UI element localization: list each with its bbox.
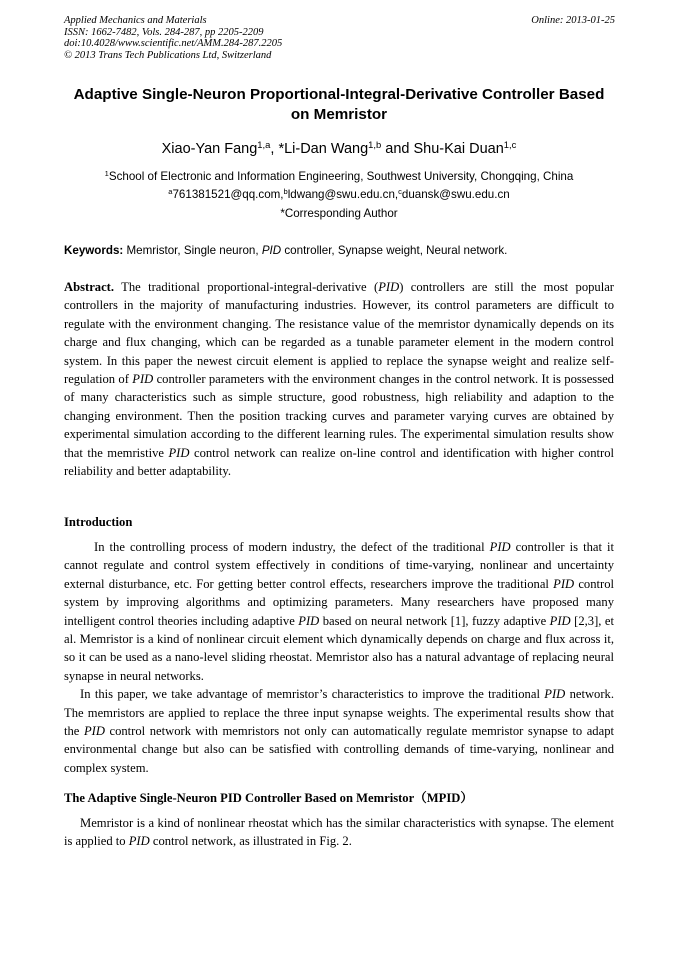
- section-heading-mpid: The Adaptive Single-Neuron PID Controller Based on Memristor（MPID）: [64, 791, 473, 805]
- email-sup: b: [283, 186, 288, 196]
- mpid-text: control network, as illustrated in Fig. 2.: [149, 834, 352, 849]
- pid-term: PID: [298, 613, 320, 628]
- author-sup: 1,c: [503, 138, 517, 150]
- affiliation-text: School of Electronic and Information Engineering, Southwest University, Chongqing, China: [108, 170, 574, 183]
- abstract-text: controller parameters with the environment changes in the control network. It is possessed of many characteristics such as simple structure, good robustness, high reliability and adaption to the changing environment. Then the position tracking curves and parameter varying curves are obtained by experimental simulation according to the different learning rules. The experimental simulation results show that the memristive: [64, 372, 614, 460]
- corresponding-author-note: *Corresponding Author: [280, 207, 398, 220]
- pid-term: PID: [549, 613, 571, 628]
- abstract-label: Abstract.: [64, 280, 115, 294]
- author-sup: 1,b: [368, 138, 382, 150]
- abstract-text: ) controllers are still the most popular controllers in the majority of manufacturing industries. However, its control parameters are difficult to regulate with the environment changing. The resistance value of the memristor dynamically depends on its charge and flux changing, which can be regarded as a tunable parameter element in the modern control system. In this paper the newest circuit element is applied to replace the synapse weight and realize self-regulation of: [64, 280, 614, 387]
- email-address[interactable]: duansk@swu.edu.cn: [401, 188, 510, 201]
- abstract-paragraph: [64, 278, 614, 480]
- author-separator: and: [381, 141, 414, 157]
- journal-header: [64, 15, 282, 61]
- author-line: [0, 140, 678, 158]
- keywords-label: Keywords:: [64, 244, 124, 257]
- intro-text: In the controlling process of modern industry, the defect of the traditional: [94, 540, 490, 554]
- issn-line: ISSN: 1662-7482, Vols. 284-287, pp 2205-2209: [64, 26, 264, 38]
- intro-text: [2,3], et al. Memristor is a kind of nonlinear circuit element which dynamically depends on charge and flux across it, so it can be used as a nano-level sliding rheostat. Memristor also has a natural advantage of replacing neural synapse in neural networks.: [64, 613, 614, 683]
- keywords-text: Memristor, Single neuron,: [123, 244, 262, 257]
- intro-text: network. The memristors are applied to replace the three input synapse weights. The experimental results show that the: [64, 687, 614, 739]
- intro-text: controller is that it cannot regulate and control system effectively in conditions of time-varying, nonlinear and uncertainty external disturbance, etc. For getting better control effects, researchers improve the traditional: [64, 540, 614, 591]
- author-sup: 1,a: [257, 138, 271, 150]
- paper-title: Adaptive Single-Neuron Proportional-Integral-Derivative Controller Based on Memristor: [73, 86, 605, 123]
- author-name: Xiao-Yan Fang: [161, 141, 258, 157]
- pid-term: PID: [378, 280, 400, 294]
- introduction-body: [64, 538, 614, 777]
- affiliation: [0, 170, 678, 184]
- author-separator: ,: [270, 141, 279, 157]
- pid-term: PID: [168, 445, 190, 460]
- pid-term: PID: [132, 372, 154, 387]
- copyright-line: © 2013 Trans Tech Publications Ltd, Switzerland: [64, 49, 272, 61]
- intro-text: based on neural network [1], fuzzy adaptive: [319, 613, 550, 628]
- email-sup: c: [398, 186, 402, 196]
- pid-term: PID: [489, 540, 511, 554]
- pid-term: PID: [128, 834, 150, 849]
- pid-term: PID: [83, 724, 105, 739]
- online-date: Online: 2013-01-25: [531, 15, 615, 26]
- author-name: *Li-Dan Wang: [278, 141, 369, 157]
- keywords: [64, 244, 616, 258]
- mpid-paragraph-1: [64, 814, 614, 851]
- email-address[interactable]: 761381521@qq.com,: [172, 188, 284, 201]
- journal-name: Applied Mechanics and Materials: [64, 15, 207, 26]
- pid-term: PID: [553, 576, 575, 591]
- doi-line: doi:10.4028/www.scientific.net/AMM.284-287.2205: [64, 38, 283, 50]
- mpid-section-body: [64, 814, 614, 851]
- abstract-text: control network can realize on-line control and identification with higher control reliability and better adaptability.: [64, 445, 615, 479]
- email-sup: a: [168, 186, 173, 196]
- affiliation-sup: 1: [104, 168, 109, 178]
- section-heading-introduction: Introduction: [64, 515, 133, 529]
- email-line: [0, 188, 678, 202]
- mpid-text: Memristor is a kind of nonlinear rheostat which has the similar characteristics with synapse. The element is applied to: [64, 816, 614, 849]
- intro-paragraph-2: [64, 685, 614, 777]
- intro-text: control system by improving algorithms and optimizing parameters. Many researchers have proposed many intelligent control theories including adaptive: [64, 576, 614, 628]
- keywords-text: controller, Synapse weight, Neural network.: [281, 244, 508, 257]
- intro-text: control network with memristors not only can automatically regulate memristor synapse to adapt environmental change but also can be satisfied with controlling demands of time-varying, nonlinear and complex system.: [64, 724, 614, 775]
- abstract-text: The traditional proportional-integral-derivative (: [114, 280, 379, 294]
- author-name: Shu-Kai Duan: [413, 141, 504, 157]
- pid-term: PID: [544, 687, 566, 702]
- intro-text: In this paper, we take advantage of memristor’s characteristics to improve the traditional: [80, 687, 545, 702]
- intro-paragraph-1: [64, 538, 614, 685]
- email-address[interactable]: ldwang@swu.edu.cn,: [287, 188, 399, 201]
- abstract: [64, 278, 614, 480]
- keywords-pid: PID: [261, 244, 282, 257]
